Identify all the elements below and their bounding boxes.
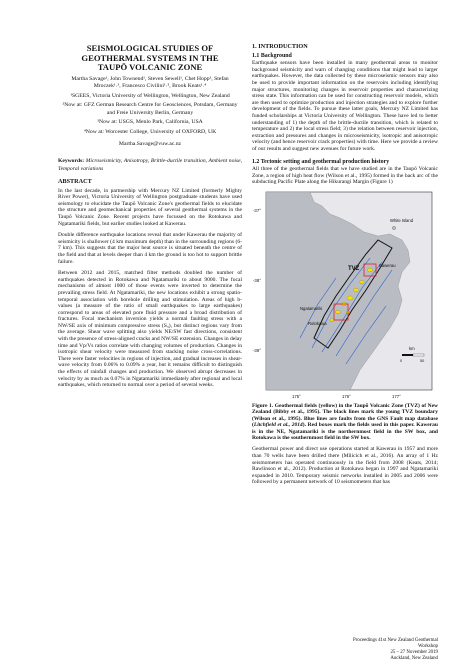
lat-label: -39° <box>253 347 261 353</box>
introduction-heading: 1. INTRODUCTION <box>252 43 308 50</box>
place-label: Rotokawa <box>308 320 327 326</box>
affiliation-2: ²Now at: GFZ German Research Centre for Geosciences, Potsdam, Germany and Freie University Berlin, Germany <box>62 102 238 116</box>
keywords <box>58 158 242 172</box>
lat-label: -37° <box>253 207 261 213</box>
abstract-paragraph: In the last decade, in partnership with Mercury NZ Limited (formerly Mighty River Power), Victoria University of Wellington postgraduate students have used seismology to elucidate the Taupō Volcanic Zone's geothermal fields to elucidate the structure and geomechanical properties of several geothermal systems in the Taupō Volcanic Zone. Recent projects have focussed on the Rotokawa and Ngatamariki fields, but earlier studies looked at Kawerau. <box>58 187 242 227</box>
lon-label: 176° <box>342 393 351 399</box>
geothermal-map-figure <box>252 188 438 400</box>
tvz-label: TVZ <box>348 265 360 272</box>
place-label: Ngatamariki <box>300 305 323 311</box>
scale-tick-label: 50 <box>420 358 425 363</box>
footer-line: Auckland, New Zealand <box>390 656 438 662</box>
abstract-heading: ABSTRACT <box>58 177 92 185</box>
affiliation-4: ⁴Now at: Worcester College, University of OXFORD, UK <box>83 128 217 135</box>
figure-caption <box>252 403 438 442</box>
author-list: Martha Savage¹, John Townend¹, Steven Sewell¹, Chet Hopp¹, Stefan Mroczek¹˒², Francesco Civilini¹˒³, Brook Keats¹˒⁴ <box>71 75 229 90</box>
place-label: Kawerau <box>379 262 396 268</box>
place-label: White Island <box>390 217 414 223</box>
production-paragraph: Geothermal power and direct use operations started at Kawerau in 1957 and more than 70 wells have been drilled there (Milicich et al., 2016). An array of 1 Hz seismometers has operated continuously in the field from 2008 (Keats, 2014; Rawlinson et al., 2012). Production at Rotokawa began in 1997 and Ngatamariki expanded in 2010. Temporary seismic networks installed in 2005 and 2006 were followed by a permanent network of 10 seismometers that has <box>252 446 438 486</box>
white-island-marker <box>392 226 395 229</box>
author-email[interactable]: Martha.Savage@vuw.ac.nz <box>118 141 182 148</box>
lon-label: 177° <box>392 393 401 399</box>
tectonic-heading: 1.2 Tectonic setting and geothermal production history <box>252 158 390 165</box>
background-heading: 1.1 Background <box>252 52 292 59</box>
footer-line: Proceedings 41st New Zealand Geothermal Workshop <box>352 638 438 650</box>
affiliation-1: ¹SGEES, Victoria University of Wellington, Wellington, New Zealand <box>70 92 230 99</box>
keywords-label: Keywords: <box>58 158 85 165</box>
tectonic-paragraph: All three of the geothermal fields that we have studied are in the Taupō Volcanic Zone, a region of high heat flow (Wilson et al., 1995) formed in the back arc of the subducting Pacific Plate along the Hikurangi Margin (Figure 1) <box>252 166 438 186</box>
lon-label: 175° <box>292 393 301 399</box>
left-column <box>58 44 242 389</box>
background-paragraph: Earthquake sensors have been installed in many geothermal areas to monitor background seismicity and warn of changing conditions that might lead to larger earthquakes. However, the data collected by these microseismic sensors may also be used to provide important information on the reservoirs including identifying major structures, monitoring changes in reservoir properties and characterizing stress state. This information can be used for constructing reservoir models, which are then used to optimize production and injection strategies and to explore further development of the fields. To pursue these latter goals, Mercury NZ Limited has funded scholarships at Victoria University of Wellington. These have led to better understanding of 1) the depth of the brittle-ductile transition, which is related to temperature and 2) the local stress field; 3) the relation between reservoir injection, extraction and pressures and changes in microseismicity, isotropic and anisotropic velocity (and hence reservoir crack properties) with time. Here we provide a review of our results and suggest new avenues for future work. <box>252 60 438 153</box>
right-column <box>252 44 438 486</box>
abstract-paragraph: Between 2012 and 2015, matched filter methods doubled the number of earthquakes detected in Rotokawa and Ngatamariki to about 9000. The focal mechanisms of almost 1000 of those events were inverted to determine the prevailing stress field. At Ngatamariki, the new locations exhibit a strong spatio-temporal association with borehole drilling and stimulation. Areas of high b-values (a measure of the ratio of small earthquakes to large earthquakes) correspond to areas of elevated pore fluid pressure and a broad distribution of fractures. Focal mechanism inversion yields a normal faulting stress with a NW/SE axis of minimum compressive stress (S₃), but distinct regions vary from the average. Shear wave splitting also yields NE/SW fast directions, consistent with the presence of stress-aligned cracks and NW/SE extension. Changes in delay time and Vp/Vs ratios correlate with changing volumes of production. Changes in isotropic shear velocity were measured from stacking noise cross-correlations. There were faster velocities in regions of injection, and gradual increases in shear-wave velocity from 0.06% to 0.09% a year, but it remains difficult to distinguish the effects of rainfall changes and production. We observed abrupt decreases in velocity by as much as 0.07% in Ngatamariki immediately after regional and local earthquakes, which returned to normal over a period of several weeks. <box>58 270 242 389</box>
caption-lead: Figure 1. Geothermal fields (yellow) in the Taupō Volcanic Zone (TVZ) of New Zealand (Bibby et al., 1995). The black lines mark the young TVZ boundary (Wilson et al., 1995). Blue lines are faults from the GNS Fault map database ( <box>252 402 438 429</box>
caption-citation: Litchfield et al., 2014 <box>253 422 303 429</box>
caption-tail: ). Red boxes mark the fields used in this paper. Kawerau is in the NE, Ngatamariki is the northernmost field in the SW box, and Rotokawa is the southernmost field in the SW box. <box>252 422 438 441</box>
affiliation-3: ³Now at: USGS, Menlo Park, California, USA <box>97 119 203 126</box>
lat-label: -38° <box>253 277 261 283</box>
footer-line: 25 – 27 November 2019 <box>390 650 438 656</box>
paper-title: SEISMOLOGICAL STUDIES OF GEOTHERMAL SYSTEMS IN THE TAUPŌ VOLCANIC ZONE <box>81 43 219 73</box>
page-footer <box>332 638 438 663</box>
keywords-text: Microseismicity, Anisotropy, Brittle-ductile transition, Ambient noise, Temporal variations <box>58 158 242 172</box>
scale-bar-label: km <box>409 345 415 351</box>
scale-tick-label: 0 <box>400 358 403 363</box>
abstract-paragraph: Double difference earthquake locations reveal that under Kawerau the majority of seismicity is shallower (4 km maximum depth) than in the surrounding regions (6-7 km). This suggests that the major heat source is situated beneath the centre of the field and that at levels deeper than 4 km the ground is too hot to support brittle failure. <box>58 232 242 265</box>
